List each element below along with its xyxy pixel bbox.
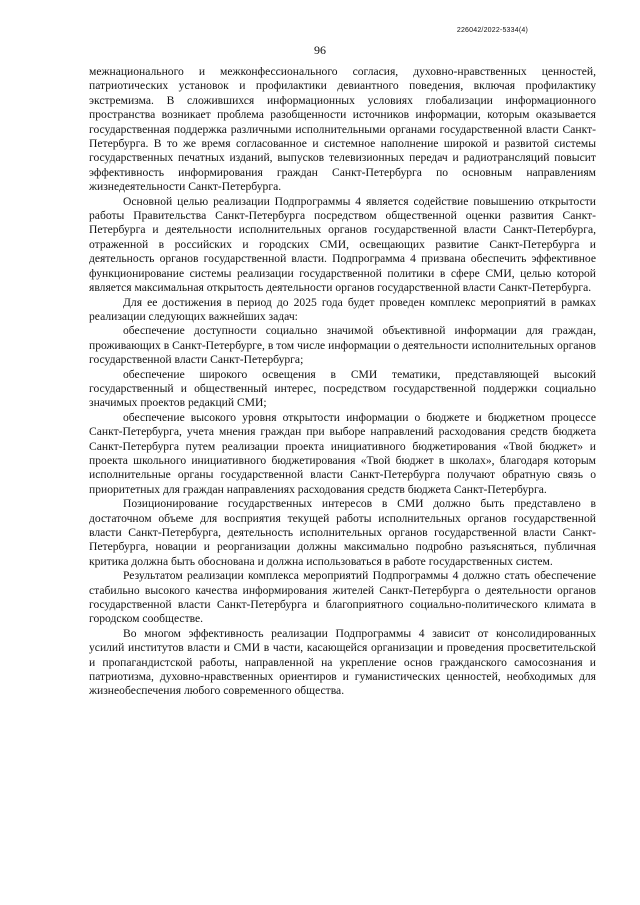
document-body (89, 65, 596, 699)
paragraph-8: Результатом реализации комплекса мероприятий Подпрограммы 4 должно стать обеспечение стабильно высокого качества информирования жителей Санкт-Петербурга о деятельности органов государственной власти Санкт-Петербурга и благоприятного социально-политического климата в городском сообществе. (89, 569, 596, 626)
paragraph-5: обеспечение широкого освещения в СМИ тематики, представляющей высокий государственный и общественный интерес, посредством государственной поддержки социально значимых проектов редакций СМИ; (89, 367, 596, 410)
paragraph-7: Позиционирование государственных интересов в СМИ должно быть представлено в достаточном объеме для восприятия текущей работы исполнительных органов государственной власти Санкт-Петербурга, деятельность исполнительных органов государственной власти Санкт-Петербурга, новации и реорганизации должны максимально подробно разъясняться, публичная критика должна быть обоснована и должна использоваться в работе государственных систем. (89, 497, 596, 568)
paragraph-9: Во многом эффективность реализации Подпрограммы 4 зависит от консолидированных усилий институтов власти и СМИ в части, касающейся организации и проведения просветительской и пропагандистской работы, направленной на укрепление основ гражданского самосознания и патриотизма, духовно-нравственных ориентиров и гуманистических ценностей, необходимых для жизнеобеспечения любого современного общества. (89, 626, 596, 698)
paragraph-6: обеспечение высокого уровня открытости информации о бюджете и бюджетном процессе Санкт-Петербурга, учета мнения граждан при выборе направлений расходования средств бюджета Санкт-Петербурга путем реализации проекта инициативного бюджетирования «Твой бюджет» и проекта школьного инициативного бюджетирования «Твой бюджет в школах», благодаря которым исполнительные органы государственной власти Санкт-Петербурга получают обратную связь о приоритетных для граждан направлениях расходования средств бюджета Санкт-Петербурга. (89, 410, 596, 496)
paragraph-4: обеспечение доступности социально значимой объективной информации для граждан, проживающих в Санкт-Петербурге, в том числе информации о деятельности исполнительных органов государственной власти Санкт-Петербурга; (89, 324, 596, 367)
document-id: 226042/2022-5334(4) (456, 27, 528, 34)
page-number: 96 (314, 43, 326, 57)
paragraph-3: Для ее достижения в период до 2025 года будет проведен комплекс мероприятий в рамках реализации следующих важнейших задач: (89, 295, 596, 323)
paragraph-2: Основной целью реализации Подпрограммы 4 является содействие повышению открытости работы Правительства Санкт-Петербурга посредством общественной оценки развития Санкт-Петербурга и деятельности исполнительных органов государственной власти Санкт-Петербурга, отраженной в российских и городских СМИ, освещающих развитие Санкт-Петербурга и деятельность органов государственной власти. Подпрограмма 4 призвана обеспечить эффективное функционирование системы реализации государственной политики в сфере СМИ, целью которой является максимальная открытость деятельности органов государственной власти Санкт-Петербурга. (89, 194, 596, 295)
paragraph-1: межнационального и межконфессионального согласия, духовно-нравственных ценностей, патриотических установок и профилактики девиантного поведения, включая профилактику экстремизма. В сложившихся информационных условиях глобализации информационного пространства возникает проблема разобщенности источников информации, которым оказывается государственная поддержка различными исполнительными органами государственной власти Санкт-Петербурга. В то же время согласованное и системное наполнение широкой и развитой системы государственных печатных изданий, выпусков телевизионных передач и радиотрансляций повысит эффективность информирования граждан Санкт-Петербурга по основным направлениям жизнедеятельности Санкт-Петербурга. (89, 65, 596, 194)
